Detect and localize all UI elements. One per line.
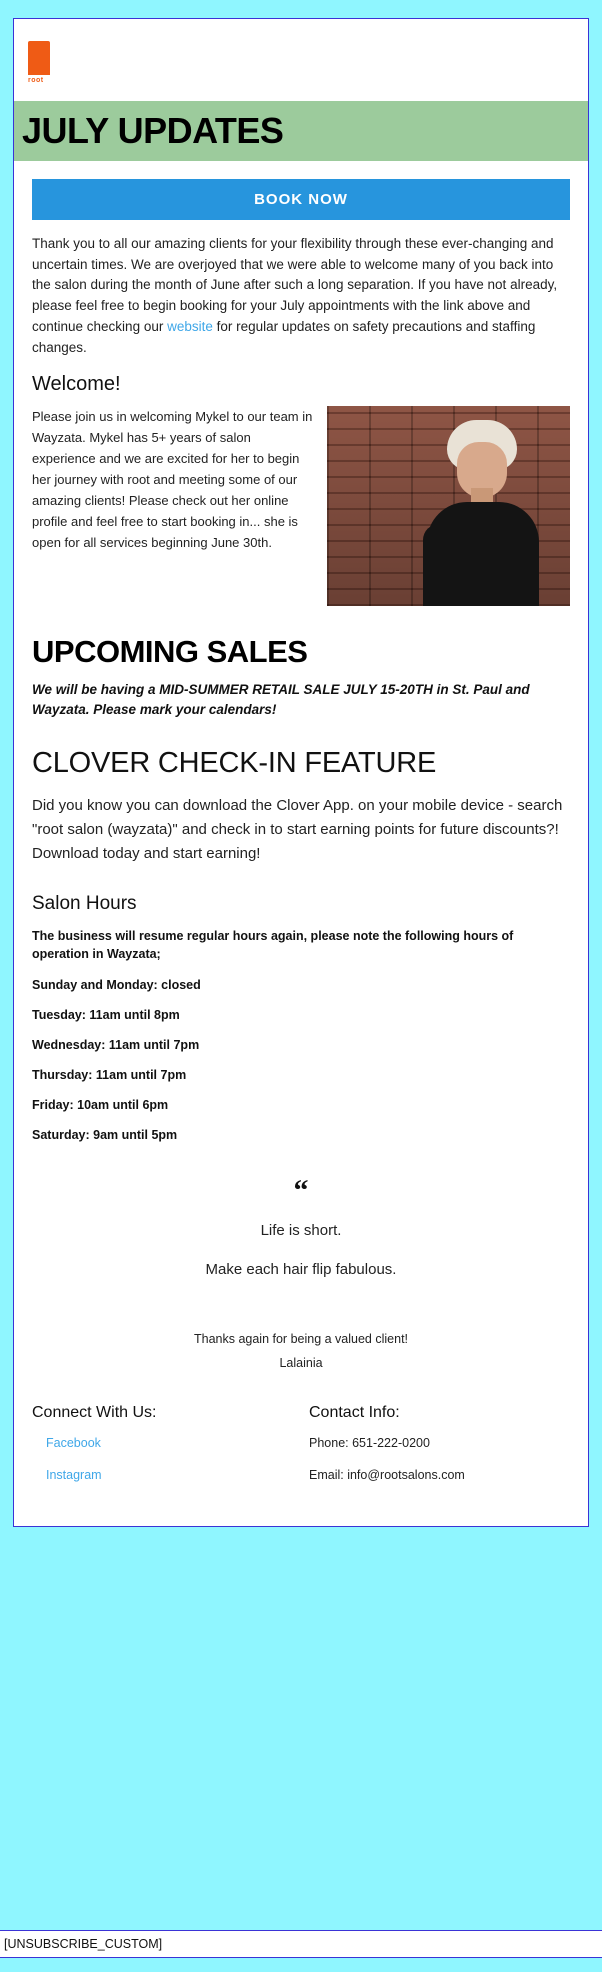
email-preview-page <box>0 18 602 1972</box>
unsubscribe-bar[interactable]: [UNSUBSCRIBE_CUSTOM] <box>0 1930 602 1958</box>
salon-hours-heading: Salon Hours <box>32 892 137 914</box>
upcoming-sales-text: We will be having a MID-SUMMER RETAIL SALE JULY 15-20TH in St. Paul and Wayzata. Please mark your calendars! <box>32 682 530 718</box>
welcome-text-column <box>32 406 315 553</box>
contact-heading: Contact Info: <box>309 1404 400 1422</box>
hours-line: Friday: 10am until 6pm <box>32 1098 169 1113</box>
stylist-photo <box>327 406 570 606</box>
upcoming-sales-heading: UPCOMING SALES <box>32 634 308 670</box>
root-logo-icon <box>28 41 54 87</box>
hours-line: Thursday: 11am until 7pm <box>32 1068 187 1083</box>
welcome-body-text: join us in welcoming Mykel to our team in Wayzata. Mykel has 5+ years of salon experience and we are excited for her to begin her journey with root and meeting some of our amazing clients! Please check out her online profile and feel free to start booking in... she is open for all services beginning June 30th. <box>32 409 313 551</box>
welcome-heading: Welcome! <box>32 373 121 396</box>
hours-line: Wednesday: 11am until 7pm <box>32 1038 200 1053</box>
page-title: JULY UPDATES <box>22 110 284 151</box>
salon-hours-note: The business will resume regular hours again, please note the following hours of operation in Wayzata; <box>32 928 514 962</box>
brand-logo <box>14 19 588 101</box>
clover-heading: CLOVER CHECK-IN FEATURE <box>32 746 437 779</box>
logo-bar-shape <box>28 41 50 75</box>
intro-paragraph <box>32 234 570 360</box>
quote-section <box>32 1158 570 1306</box>
torso-shape <box>427 502 539 606</box>
closing-signature: Lalainia <box>279 1356 323 1371</box>
stylist-figure <box>423 420 543 606</box>
email-content <box>14 161 588 1526</box>
website-link[interactable]: website <box>167 319 213 335</box>
connect-column <box>32 1404 293 1500</box>
logo-wordmark: root <box>28 77 44 84</box>
quote-mark-icon: “ <box>293 1174 309 1208</box>
hours-line: Sunday and Monday: closed <box>32 978 201 993</box>
connect-heading: Connect With Us: <box>32 1404 157 1422</box>
welcome-paragraph <box>32 406 315 553</box>
quote-line-2: Make each hair flip fabulous. <box>205 1261 397 1279</box>
contact-phone: Phone: 651-222-0200 <box>309 1436 430 1451</box>
footer-columns <box>32 1396 570 1526</box>
clover-body: Did you know you can download the Clover App. on your mobile device - search "root salon (wayzata)" and check in to start earning points for future discounts?! Download today and start earning! <box>32 796 563 863</box>
welcome-lead-bold: Please <box>32 409 72 425</box>
closing-thanks: Thanks again for being a valued client! <box>193 1332 409 1347</box>
quote-line-1: Life is short. <box>260 1222 342 1240</box>
title-banner <box>14 101 588 161</box>
email-body <box>13 18 589 1527</box>
contact-email: Email: info@rootsalons.com <box>309 1468 465 1483</box>
book-now-container <box>32 161 570 234</box>
hours-line: Saturday: 9am until 5pm <box>32 1128 178 1143</box>
instagram-link[interactable]: Instagram <box>46 1468 102 1483</box>
book-now-button[interactable]: BOOK NOW <box>32 179 570 220</box>
intro-lead-bold: Thank you <box>32 235 96 251</box>
intro-text-2: for regular updates on safety precautions and staffing changes. <box>32 319 536 356</box>
facebook-link[interactable]: Facebook <box>46 1436 101 1451</box>
hours-line: Tuesday: 11am until 8pm <box>32 1008 180 1023</box>
contact-column <box>309 1404 570 1500</box>
welcome-section <box>32 406 570 606</box>
intro-text-1: to all our amazing clients for your flexibility through these ever-changing and uncertain times. We are overjoyed that we were able to welcome many of you back into the salon during the month of June after such a long separation. If you have not already, please feel free to begin booking for your July appointments with the link above and continue checking our <box>32 235 558 335</box>
